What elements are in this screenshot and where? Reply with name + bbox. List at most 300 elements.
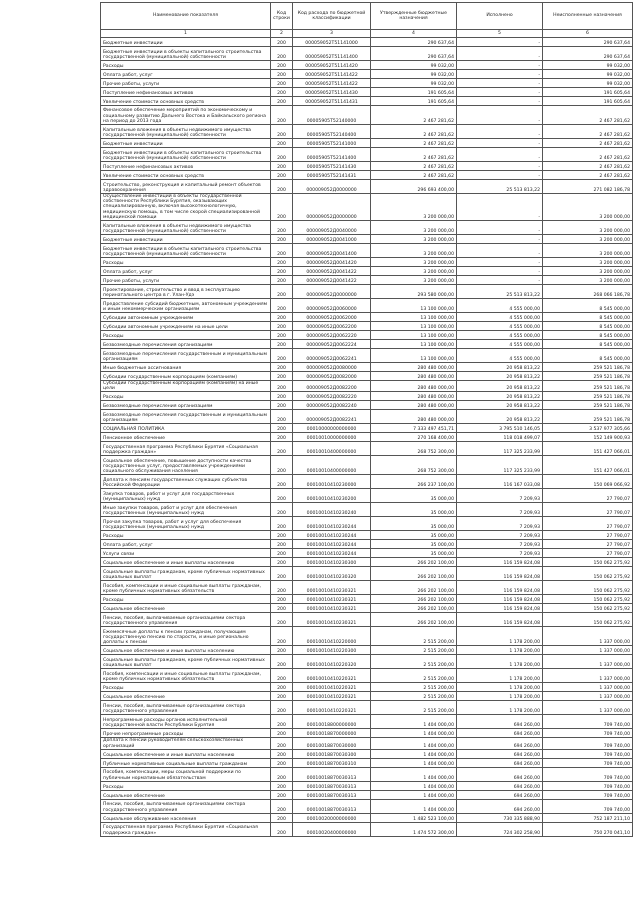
row-unexecuted: 259 521 186,78 [543, 401, 633, 410]
row-kbk: 000009052Д0062200 [293, 322, 371, 331]
row-kbk: 00010018870000000 [293, 729, 371, 738]
row-approved: 1 404 000,00 [371, 781, 457, 790]
row-approved: 13 100 000,00 [371, 349, 457, 363]
row-executed: - [457, 171, 543, 180]
row-approved: 2 467 281,62 [371, 106, 457, 125]
row-kbk: 00010010400000000 [293, 456, 371, 475]
row-line-code: 200 [271, 581, 293, 595]
row-executed: 25 513 813,22 [457, 180, 543, 194]
row-approved: 266 202 100,00 [371, 604, 457, 613]
row-line-code: 200 [271, 749, 293, 758]
table-row [101, 456, 633, 475]
row-executed: - [457, 276, 543, 285]
row-executed: - [457, 106, 543, 125]
row-unexecuted: 191 605,64 [543, 97, 633, 106]
row-unexecuted: 1 337 000,00 [543, 669, 633, 683]
row-unexecuted: 259 521 186,78 [543, 381, 633, 392]
header-kbk: Код расхода по бюджетной классификации [293, 3, 371, 30]
row-approved: 13 100 000,00 [371, 340, 457, 349]
row-executed: 694 260,00 [457, 758, 543, 767]
row-name: Прочая закупка товаров, работ и услуг для обеспечения государственных (муниципальных) нужд [101, 517, 271, 531]
row-approved: 1 404 000,00 [371, 738, 457, 749]
row-name: Социальное обслуживание населения [101, 813, 271, 822]
row-executed: 694 260,00 [457, 715, 543, 729]
row-unexecuted: 1 337 000,00 [543, 692, 633, 701]
row-executed: 7 209,93 [457, 517, 543, 531]
row-line-code: 200 [271, 340, 293, 349]
row-line-code: 200 [271, 349, 293, 363]
table-row [101, 517, 633, 531]
row-kbk: 000009052Д0000000 [293, 285, 371, 299]
row-executed: 4 555 000,00 [457, 322, 543, 331]
table-row [101, 410, 633, 424]
row-kbk: 00005905Т52140000 [293, 106, 371, 125]
row-line-code: 200 [271, 139, 293, 148]
row-name: Расходы [101, 595, 271, 604]
row-unexecuted: 27 790,07 [543, 489, 633, 503]
table-row [101, 381, 633, 392]
table-row [101, 235, 633, 244]
row-kbk: 00010020400000000 [293, 822, 371, 836]
column-number: 6 [543, 30, 633, 38]
row-approved: 2 515 200,00 [371, 669, 457, 683]
row-unexecuted: 150 062 275,92 [543, 604, 633, 613]
row-name: Иные закупки товаров, работ и услуг для обеспечения государственных (муниципальных) нужд [101, 503, 271, 517]
row-line-code: 200 [271, 433, 293, 442]
table-row [101, 276, 633, 285]
table-row [101, 401, 633, 410]
row-name: Увеличение стоимости основных средств [101, 97, 271, 106]
row-kbk: 000009052Д0082240 [293, 401, 371, 410]
table-row [101, 61, 633, 70]
row-name: Субсидии автономным учреждениям [101, 313, 271, 322]
row-unexecuted: 2 467 281,62 [543, 139, 633, 148]
row-name: Прочие работы, услуги [101, 276, 271, 285]
row-kbk: 00010018870030313 [293, 790, 371, 799]
row-name: Субсидии государственным корпорациям (компаниям) на иные цели [101, 381, 271, 392]
row-name: Прочие работы, услуги [101, 79, 271, 88]
row-executed: - [457, 79, 543, 88]
row-executed: - [457, 47, 543, 61]
row-executed: 25 513 813,22 [457, 285, 543, 299]
row-kbk: 000059052Т51141422 [293, 70, 371, 79]
row-unexecuted: 27 790,07 [543, 549, 633, 558]
row-line-code: 200 [271, 299, 293, 313]
row-name: Прочие непрограммные расходы [101, 729, 271, 738]
row-kbk: 000009052Д0041422 [293, 276, 371, 285]
row-executed: 116 159 824,08 [457, 567, 543, 581]
header-approved: Утвержденные бюджетные назначения [371, 3, 457, 30]
table-row [101, 424, 633, 433]
row-kbk: 00010010410220300 [293, 646, 371, 655]
row-executed: 116 159 824,08 [457, 558, 543, 567]
row-approved: 13 100 000,00 [371, 299, 457, 313]
row-kbk: 000009052Д0082241 [293, 410, 371, 424]
row-unexecuted: 709 740,00 [543, 729, 633, 738]
row-unexecuted: 27 790,07 [543, 503, 633, 517]
row-executed: 116 159 824,08 [457, 581, 543, 595]
row-kbk: 00010010410230244 [293, 531, 371, 540]
row-approved: 2 515 200,00 [371, 627, 457, 646]
row-name: Непрограммные расходы органов исполнительной государственной власти Республики Бурятия [101, 715, 271, 729]
table-row [101, 392, 633, 401]
row-approved: 3 200 000,00 [371, 276, 457, 285]
row-unexecuted: 2 467 281,62 [543, 125, 633, 139]
row-unexecuted: 709 740,00 [543, 781, 633, 790]
row-name: Расходы [101, 61, 271, 70]
row-line-code: 200 [271, 363, 293, 372]
row-name: Бюджетные инвестиции в объекты капитального строительства государственной (муниципальной) собственности [101, 244, 271, 258]
row-line-code: 200 [271, 558, 293, 567]
row-executed: - [457, 70, 543, 79]
row-name: Увеличение стоимости основных средств [101, 171, 271, 180]
budget-execution-report [100, 2, 632, 837]
row-name: Бюджетные инвестиции в объекты капитального строительства государственной (муниципальной) собственности [101, 148, 271, 162]
row-name: Социальное обеспечение [101, 604, 271, 613]
row-unexecuted: 259 521 186,78 [543, 372, 633, 381]
row-line-code: 200 [271, 392, 293, 401]
row-kbk: 00010000000000000 [293, 424, 371, 433]
table-row [101, 701, 633, 715]
row-approved: 35 000,00 [371, 489, 457, 503]
row-kbk: 00010020000000000 [293, 813, 371, 822]
row-name: Доплата к пенсии руководителям сельскохозяйственных организаций [101, 738, 271, 749]
row-line-code: 200 [271, 475, 293, 489]
row-executed: 4 555 000,00 [457, 299, 543, 313]
header-name: Наименование показателя [101, 3, 271, 30]
row-kbk: 00010010400000000 [293, 442, 371, 456]
row-line-code: 200 [271, 758, 293, 767]
row-kbk: 000009052Д0062224 [293, 340, 371, 349]
table-row [101, 88, 633, 97]
row-executed: - [457, 221, 543, 235]
row-approved: 1 404 000,00 [371, 729, 457, 738]
row-kbk: 00005905Т52140400 [293, 125, 371, 139]
row-approved: 2 467 281,62 [371, 162, 457, 171]
row-line-code: 200 [271, 47, 293, 61]
row-name: Государственная программа Республики Бурятия «Социальная поддержка граждан» [101, 822, 271, 836]
row-unexecuted: 3 200 000,00 [543, 221, 633, 235]
row-line-code: 200 [271, 729, 293, 738]
row-unexecuted: 259 521 186,78 [543, 392, 633, 401]
row-executed: 694 260,00 [457, 749, 543, 758]
table-row [101, 372, 633, 381]
row-name: Субсидии государственным корпорациям (компаниям) [101, 372, 271, 381]
row-line-code: 200 [271, 646, 293, 655]
row-unexecuted: 8 545 000,00 [543, 340, 633, 349]
row-executed: 7 209,93 [457, 503, 543, 517]
row-approved: 280 480 000,00 [371, 392, 457, 401]
row-unexecuted: 27 790,07 [543, 531, 633, 540]
row-executed: 694 260,00 [457, 767, 543, 781]
header-executed: Исполнено [457, 3, 543, 30]
row-unexecuted: 1 337 000,00 [543, 646, 633, 655]
table-row [101, 363, 633, 372]
table-row [101, 180, 633, 194]
row-name: Пособия, компенсации, меры социальной поддержки по публичным нормативным обязательствам [101, 767, 271, 781]
row-kbk: 00010010410230000 [293, 475, 371, 489]
column-number: 2 [271, 30, 293, 38]
row-approved: 1 482 523 100,00 [371, 813, 457, 822]
row-kbk: 00010010410230240 [293, 503, 371, 517]
row-approved: 268 752 300,00 [371, 456, 457, 475]
row-name: Бюджетные инвестиции [101, 38, 271, 47]
table-row [101, 790, 633, 799]
row-line-code: 200 [271, 401, 293, 410]
row-line-code: 200 [271, 669, 293, 683]
row-approved: 1 404 000,00 [371, 758, 457, 767]
row-approved: 2 515 200,00 [371, 683, 457, 692]
row-unexecuted: 150 062 275,92 [543, 567, 633, 581]
row-approved: 2 515 200,00 [371, 655, 457, 669]
row-line-code: 200 [271, 235, 293, 244]
row-executed: 694 260,00 [457, 781, 543, 790]
row-unexecuted: 151 427 066,01 [543, 456, 633, 475]
row-unexecuted: 99 032,00 [543, 70, 633, 79]
row-approved: 13 100 000,00 [371, 331, 457, 340]
row-approved: 280 480 000,00 [371, 410, 457, 424]
row-kbk: 000059052Т51141422 [293, 79, 371, 88]
row-line-code: 200 [271, 613, 293, 627]
row-executed: - [457, 194, 543, 221]
table-row [101, 604, 633, 613]
table-row [101, 646, 633, 655]
row-line-code: 200 [271, 738, 293, 749]
row-approved: 1 404 000,00 [371, 799, 457, 813]
row-approved: 1 404 000,00 [371, 749, 457, 758]
row-approved: 266 202 100,00 [371, 567, 457, 581]
row-name: Капитальные вложения в объекты недвижимого имущества государственной (муниципальной) собственности [101, 221, 271, 235]
row-approved: 2 467 281,62 [371, 171, 457, 180]
row-name: Доплата к пенсиям государственных служащих субъектов Российской Федерации [101, 475, 271, 489]
row-unexecuted: 8 545 000,00 [543, 349, 633, 363]
row-approved: 266 202 100,00 [371, 581, 457, 595]
row-executed: - [457, 162, 543, 171]
row-name: Расходы [101, 683, 271, 692]
row-executed: - [457, 139, 543, 148]
row-line-code: 200 [271, 683, 293, 692]
table-row [101, 47, 633, 61]
row-kbk: 000009052Д0041000 [293, 235, 371, 244]
row-kbk: 00010010410230320 [293, 567, 371, 581]
row-executed: 116 159 824,08 [457, 595, 543, 604]
row-approved: 2 467 281,62 [371, 139, 457, 148]
row-unexecuted: 2 467 281,62 [543, 148, 633, 162]
row-approved: 266 202 100,00 [371, 595, 457, 604]
row-name: Публичные нормативные социальные выплаты гражданам [101, 758, 271, 767]
row-unexecuted: 99 032,00 [543, 79, 633, 88]
row-kbk: 00010010410230321 [293, 613, 371, 627]
column-number-row [101, 30, 633, 38]
table-body [101, 38, 633, 837]
row-unexecuted: 8 545 000,00 [543, 299, 633, 313]
row-name: Социальное обеспечение [101, 790, 271, 799]
row-kbk: 000009052Д0041420 [293, 258, 371, 267]
table-row [101, 729, 633, 738]
row-approved: 35 000,00 [371, 549, 457, 558]
row-line-code: 200 [271, 148, 293, 162]
row-line-code: 200 [271, 715, 293, 729]
row-line-code: 200 [271, 276, 293, 285]
row-executed: 694 260,00 [457, 738, 543, 749]
row-executed: 4 555 000,00 [457, 313, 543, 322]
row-kbk: 00010010410230244 [293, 549, 371, 558]
table-row [101, 489, 633, 503]
row-name: Пенсионное обеспечение [101, 433, 271, 442]
table-row [101, 79, 633, 88]
table-row [101, 749, 633, 758]
row-executed: 724 302 258,90 [457, 822, 543, 836]
row-executed: - [457, 267, 543, 276]
table-row [101, 613, 633, 627]
row-executed: - [457, 88, 543, 97]
row-executed: - [457, 61, 543, 70]
table-row [101, 267, 633, 276]
row-kbk: 00010010410230300 [293, 558, 371, 567]
row-executed: 1 178 200,00 [457, 683, 543, 692]
row-line-code: 200 [271, 285, 293, 299]
header-line-code: Код строки [271, 3, 293, 30]
row-unexecuted: 99 032,00 [543, 61, 633, 70]
row-unexecuted: 3 200 000,00 [543, 194, 633, 221]
row-kbk: 000009052Д0041400 [293, 244, 371, 258]
row-executed: 1 178 200,00 [457, 646, 543, 655]
row-line-code: 200 [271, 171, 293, 180]
row-approved: 268 752 300,00 [371, 442, 457, 456]
table-row [101, 38, 633, 47]
row-executed: 20 958 813,22 [457, 392, 543, 401]
table-row [101, 567, 633, 581]
table-row [101, 799, 633, 813]
row-line-code: 200 [271, 194, 293, 221]
row-executed: 20 958 813,22 [457, 372, 543, 381]
row-name: Социальное обеспечение и иные выплаты населению [101, 749, 271, 758]
row-approved: 191 605,64 [371, 88, 457, 97]
row-kbk: 00010010410220321 [293, 701, 371, 715]
row-line-code: 200 [271, 604, 293, 613]
table-row [101, 244, 633, 258]
row-line-code: 200 [271, 567, 293, 581]
row-unexecuted: 150 062 275,92 [543, 595, 633, 604]
row-approved: 266 202 100,00 [371, 558, 457, 567]
row-unexecuted: 1 337 000,00 [543, 655, 633, 669]
row-unexecuted: 8 545 000,00 [543, 322, 633, 331]
header-unexecuted: Неисполненные назначения [543, 3, 633, 30]
row-unexecuted: 151 427 066,01 [543, 442, 633, 456]
row-kbk: 00010010410230244 [293, 517, 371, 531]
row-kbk: 000009052Д0082200 [293, 381, 371, 392]
row-line-code: 200 [271, 799, 293, 813]
row-line-code: 200 [271, 38, 293, 47]
row-executed: 116 159 824,08 [457, 613, 543, 627]
row-executed: 117 325 233,99 [457, 442, 543, 456]
table-row [101, 162, 633, 171]
row-kbk: 000009052Д0060000 [293, 299, 371, 313]
row-approved: 3 200 000,00 [371, 194, 457, 221]
row-unexecuted: 271 082 186,78 [543, 180, 633, 194]
row-unexecuted: 709 740,00 [543, 790, 633, 799]
row-approved: 1 474 572 300,00 [371, 822, 457, 836]
row-executed: 116 167 033,08 [457, 475, 543, 489]
column-number: 5 [457, 30, 543, 38]
row-executed: 730 335 888,90 [457, 813, 543, 822]
row-executed: 20 958 813,22 [457, 363, 543, 372]
row-name: Безвозмездные перечисления организациям [101, 340, 271, 349]
row-name: Расходы [101, 331, 271, 340]
row-unexecuted: 27 790,07 [543, 540, 633, 549]
table-row [101, 70, 633, 79]
row-approved: 1 404 000,00 [371, 767, 457, 781]
row-name: Безвозмездные перечисления государственным и муниципальным организациям [101, 410, 271, 424]
row-executed: 4 555 000,00 [457, 340, 543, 349]
row-name: Оплата работ, услуг [101, 70, 271, 79]
row-unexecuted: 3 200 000,00 [543, 244, 633, 258]
row-line-code: 200 [271, 549, 293, 558]
row-unexecuted: 3 200 000,00 [543, 258, 633, 267]
row-executed: 7 209,93 [457, 531, 543, 540]
table-row [101, 258, 633, 267]
row-name: Расходы [101, 392, 271, 401]
row-kbk: 00010010410220321 [293, 683, 371, 692]
row-executed: 694 260,00 [457, 729, 543, 738]
row-approved: 2 467 281,62 [371, 125, 457, 139]
row-kbk: 000059052Т51141431 [293, 97, 371, 106]
row-executed: - [457, 97, 543, 106]
row-executed: 20 958 813,22 [457, 401, 543, 410]
row-name: Социальное обеспечение [101, 692, 271, 701]
row-unexecuted: 8 545 000,00 [543, 331, 633, 340]
row-unexecuted: 150 062 275,92 [543, 613, 633, 627]
row-line-code: 200 [271, 424, 293, 433]
table-row [101, 715, 633, 729]
row-unexecuted: 2 467 281,62 [543, 162, 633, 171]
table-row [101, 669, 633, 683]
row-name: Бюджетные инвестиции [101, 235, 271, 244]
row-name: Социальные выплаты гражданам, кроме публичных нормативных социальных выплат [101, 655, 271, 669]
row-kbk: 000009052Д0040000 [293, 221, 371, 235]
row-kbk: 00010018870030313 [293, 781, 371, 790]
row-kbk: 00010010410230200 [293, 489, 371, 503]
row-line-code: 200 [271, 79, 293, 88]
row-kbk: 000009052Д0062241 [293, 349, 371, 363]
row-line-code: 200 [271, 692, 293, 701]
table-row [101, 549, 633, 558]
row-name: Финансовое обеспечение мероприятий по экономическому и социальному развитию Дальнего Востока и Байкальского региона на период до 2013 года [101, 106, 271, 125]
row-kbk: 000009052Д0000000 [293, 194, 371, 221]
row-unexecuted: 709 740,00 [543, 767, 633, 781]
table-row [101, 139, 633, 148]
row-name: Расходы [101, 531, 271, 540]
row-name: Оплата работ, услуг [101, 540, 271, 549]
row-kbk: 00010010410220320 [293, 655, 371, 669]
row-line-code: 200 [271, 70, 293, 79]
budget-table [100, 2, 633, 837]
column-number: 4 [371, 30, 457, 38]
table-row [101, 692, 633, 701]
row-name: Строительство, реконструкция и капитальный ремонт объектов здравоохранения [101, 180, 271, 194]
row-unexecuted: 1 337 000,00 [543, 701, 633, 715]
row-line-code: 200 [271, 372, 293, 381]
row-approved: 290 637,64 [371, 38, 457, 47]
row-name: Расходы [101, 258, 271, 267]
row-kbk: 000009052Д0062220 [293, 331, 371, 340]
row-executed: 1 178 200,00 [457, 701, 543, 715]
row-name: СОЦИАЛЬНАЯ ПОЛИТИКА [101, 424, 271, 433]
row-kbk: 00005905Т52141431 [293, 171, 371, 180]
table-row [101, 221, 633, 235]
row-approved: 293 580 000,00 [371, 285, 457, 299]
row-approved: 2 515 200,00 [371, 692, 457, 701]
